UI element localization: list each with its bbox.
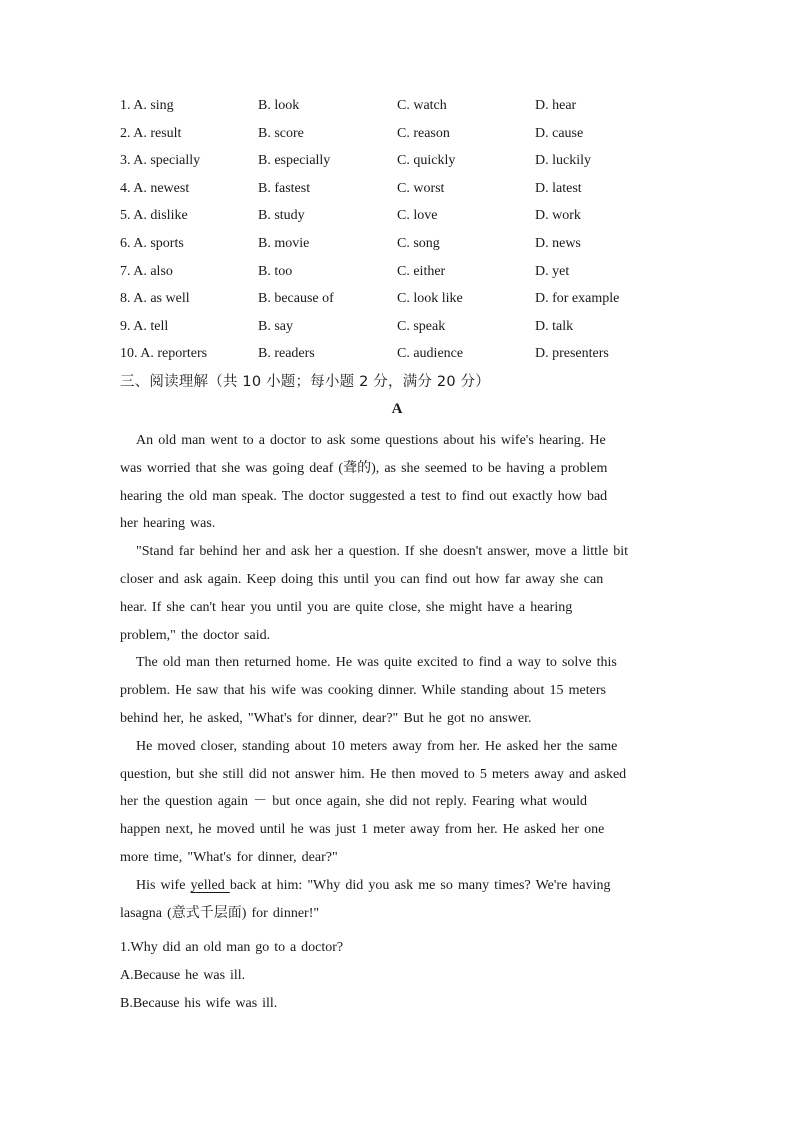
option-row: [120, 260, 680, 288]
option: B. say: [258, 318, 293, 334]
reading-passage: [120, 428, 676, 928]
option: 2. A. result: [120, 125, 182, 141]
yelled-after: back at him: "Why did you ask me so many times? We're having: [229, 877, 611, 893]
option: D. yet: [535, 263, 570, 279]
option-row: [120, 177, 680, 205]
passage-line: "Stand far behind her and ask her a question. If she doesn't answer, move a little bit: [136, 544, 629, 560]
option: 3. A. specially: [120, 153, 201, 169]
option: B. especially: [258, 153, 331, 169]
option: B. fastest: [258, 180, 311, 196]
passage-line: behind her, he asked, "What's for dinner, dear?" But he got no answer.: [120, 710, 532, 726]
option: C. look like: [397, 291, 463, 307]
passage-label: A: [391, 401, 403, 417]
option: 4. A. newest: [120, 180, 190, 196]
option-row: [120, 122, 680, 150]
option-row: [120, 342, 680, 370]
option: B. too: [258, 263, 293, 279]
option: C. audience: [397, 346, 464, 362]
answer-option: B.Because his wife was ill.: [120, 996, 278, 1011]
option: B. study: [258, 208, 305, 224]
option: D. hear: [535, 98, 577, 113]
option-row: [120, 204, 680, 232]
passage-line: hear. If she can't hear you until you are quite close, she might have a hearing: [120, 599, 573, 615]
passage-line: was worried that she was going deaf (聋的), as she seemed to be having a problem: [120, 460, 608, 476]
passage-line: closer and ask again. Keep doing this until you can find out how far away she can: [120, 571, 604, 587]
yelled-before: His wife: [136, 877, 191, 893]
option: C. song: [397, 235, 440, 251]
option: D. work: [535, 208, 581, 224]
option: C. love: [397, 208, 438, 224]
option: B. look: [258, 98, 300, 113]
option: 7. A. also: [120, 263, 173, 279]
option: B. readers: [258, 346, 315, 362]
answer-option: A.Because he was ill.: [120, 968, 246, 983]
option: D. talk: [535, 318, 574, 334]
option-row: [120, 94, 680, 122]
passage-line: more time, "What's for dinner, dear?": [120, 849, 338, 865]
option: 5. A. dislike: [120, 208, 188, 224]
passage-line: lasagna (意式千层面) for dinner!": [120, 905, 320, 921]
option-row: [120, 287, 680, 315]
option: D. news: [535, 235, 581, 251]
option-row: [120, 315, 680, 343]
passage-line: He moved closer, standing about 10 meters away from her. He asked her the same: [136, 738, 618, 754]
option: C. either: [397, 263, 446, 279]
option: D. luckily: [535, 153, 591, 169]
passage-line: hearing the old man speak. The doctor suggested a test to find out exactly how bad: [120, 488, 608, 504]
option: B. score: [258, 125, 304, 141]
option: 6. A. sports: [120, 235, 184, 251]
passage-line: problem. He saw that his wife was cooking dinner. While standing about 15 meters: [120, 683, 606, 699]
passage-line-yelled: [120, 873, 676, 901]
option: 10. A. reporters: [120, 346, 208, 362]
option-row: [120, 149, 680, 177]
option: 1. A. sing: [120, 98, 174, 113]
question-stem: 1.Why did an old man go to a doctor?: [120, 940, 344, 955]
option: D. presenters: [535, 346, 609, 362]
option: B. movie: [258, 235, 310, 251]
option: C. quickly: [397, 153, 456, 169]
option: B. because of: [258, 291, 334, 307]
option: 9. A. tell: [120, 318, 169, 334]
option: C. reason: [397, 125, 450, 141]
cloze-options: [120, 94, 680, 370]
section-heading: 三、阅读理解（共 10 小题；每小题 2 分，满分 20 分）: [120, 374, 490, 390]
passage-line: An old man went to a doctor to ask some questions about his wife's hearing. He: [136, 433, 606, 448]
option: C. watch: [397, 98, 447, 113]
option-row: [120, 232, 680, 260]
passage-line: happen next, he moved until he was just 1 meter away from her. He asked her one: [120, 822, 605, 838]
option: C. worst: [397, 180, 445, 196]
passage-line: problem," the doctor said.: [120, 627, 271, 643]
passage-line: her the question again － but once again, she did not reply. Fearing what would: [120, 794, 588, 810]
option: D. latest: [535, 180, 582, 196]
option: D. cause: [535, 125, 584, 141]
question-block: [120, 935, 676, 1019]
passage-line: question, but she still did not answer him. He then moved to 5 meters away and asked: [120, 766, 627, 782]
option: C. speak: [397, 318, 446, 334]
passage-line: her hearing was.: [120, 516, 216, 532]
option: 8. A. as well: [120, 291, 190, 307]
option: D. for example: [535, 291, 620, 307]
passage-line: The old man then returned home. He was quite excited to find a way to solve this: [136, 655, 617, 671]
underlined-word: yelled: [190, 877, 230, 893]
